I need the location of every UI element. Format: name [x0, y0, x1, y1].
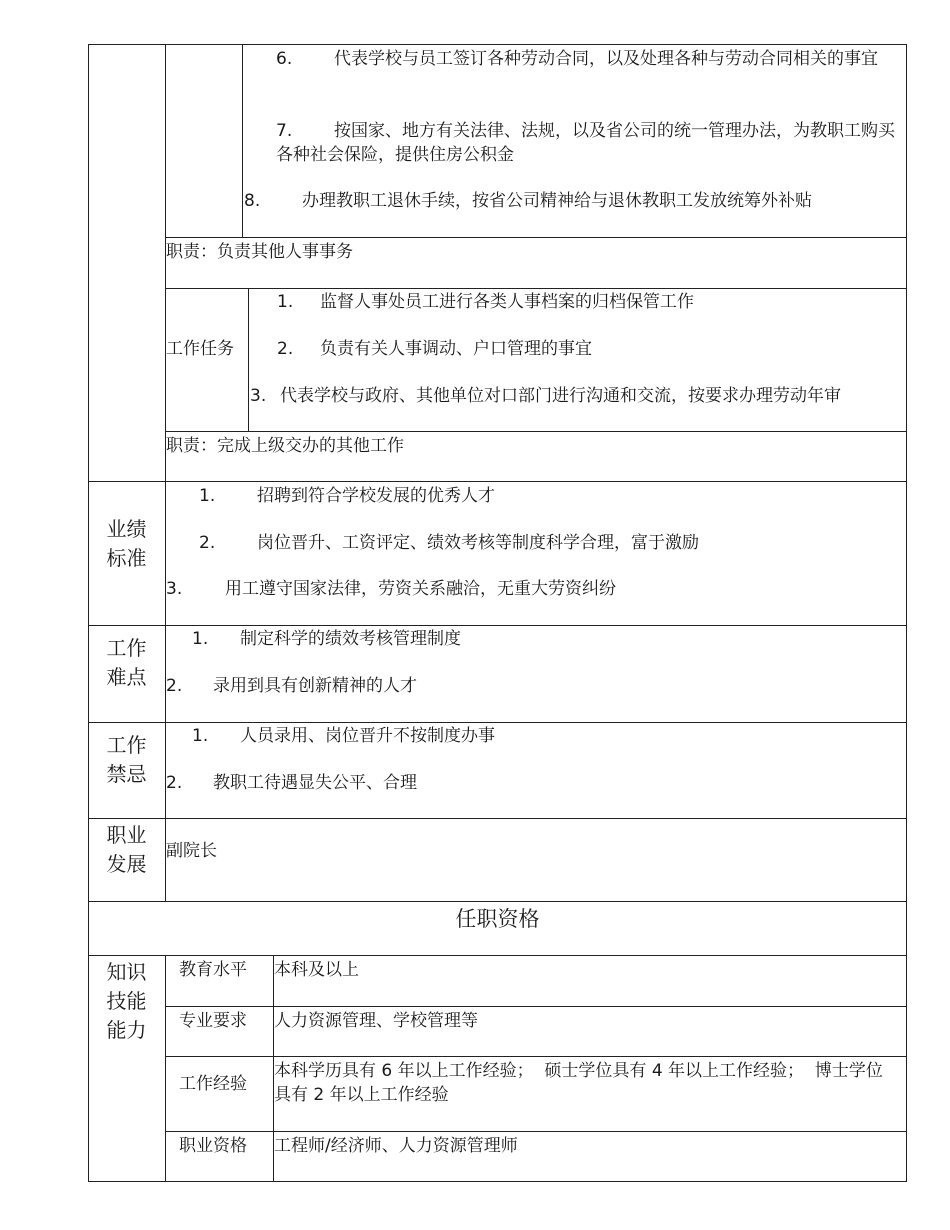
difficulty-text: 录用到具有创新精神的人才 [213, 676, 417, 696]
knowledge-row-value: 人力资源管理、学校管理等 [274, 1011, 478, 1031]
knowledge-row-label: 教育水平 [179, 960, 247, 980]
difficulties-label [88, 634, 165, 692]
difficulty-number: 1. [192, 629, 209, 649]
other-hr-task-number: 2. [277, 339, 294, 359]
taboos-label [88, 731, 165, 789]
knowledge-label-divider [165, 955, 166, 1182]
hr-task-number: 8. [244, 191, 261, 211]
knowledge-row-divider-3 [165, 1131, 907, 1132]
difficulty-number: 2. [166, 676, 183, 696]
performance-text: 岗位晋升、工资评定、绩效考核等制度科学合理，富于激励 [257, 533, 699, 553]
knowledge-row-divider-2 [165, 1056, 907, 1057]
table-bottom-border [88, 1181, 907, 1182]
knowledge-row-label: 职业资格 [179, 1136, 247, 1156]
table-right-border [906, 44, 907, 1182]
difficulties-label-line: 工作 [106, 636, 147, 660]
knowledge-row-value: 本科学历具有 6 年以上工作经验； 硕士学位具有 4 年以上工作经验； 博士学位具有 2 年以上工作经验 [274, 1061, 883, 1105]
task-label-divider-1 [242, 44, 243, 238]
hr-task-number: 6. [276, 49, 293, 69]
hr-task-text [276, 119, 898, 167]
row-divider-qualifications [88, 901, 907, 902]
career-value: 副院长 [166, 841, 217, 861]
knowledge-label-line: 技能 [106, 989, 147, 1013]
taboos-label-line: 禁忌 [106, 762, 147, 786]
performance-number: 2. [199, 533, 216, 553]
row-divider-performance [88, 481, 907, 482]
performance-number: 1. [199, 486, 216, 506]
performance-label [88, 515, 165, 573]
career-label-line: 发展 [106, 852, 147, 876]
knowledge-label-line: 能力 [106, 1018, 147, 1042]
knowledge-row-value: 本科及以上 [274, 960, 359, 980]
knowledge-row-value: 工程师/经济师、人力资源管理师 [274, 1136, 518, 1156]
hr-task-number: 7. [276, 121, 293, 141]
row-divider-knowledge [88, 955, 907, 956]
difficulties-label-line: 难点 [106, 665, 147, 689]
hr-task-text [276, 47, 898, 71]
other-hr-task-text: 负责有关人事调动、户口管理的事宜 [320, 339, 592, 359]
performance-label-line: 业绩 [106, 517, 147, 541]
other-hr-task-number: 3. [250, 386, 267, 406]
performance-label-line: 标准 [106, 546, 147, 570]
other-hr-task-text: 代表学校与政府、其他单位对口部门进行沟通和交流，按要求办理劳动年审 [280, 386, 841, 406]
row-divider-taboos [88, 722, 907, 723]
taboo-number: 1. [192, 726, 209, 746]
career-label [88, 821, 165, 879]
knowledge-row-label: 工作经验 [179, 1074, 247, 1094]
taboo-number: 2. [166, 773, 183, 793]
row-divider-duty-other-work [165, 431, 907, 432]
row-divider-task-2 [165, 288, 907, 289]
knowledge-row-label: 专业要求 [179, 1011, 247, 1031]
duty-other-hr: 职责：负责其他人事事务 [166, 242, 353, 262]
taboos-label-line: 工作 [106, 733, 147, 757]
row-divider-difficulties [88, 625, 907, 626]
row-divider-duty-other [165, 237, 907, 238]
knowledge-label-line: 知识 [106, 960, 147, 984]
hr-task-text-content: 代表学校与员工签订各种劳动合同，以及处理各种与劳动合同相关的事宜 [334, 49, 878, 69]
task-label-divider-2 [248, 288, 249, 432]
hr-task-text-content: 按国家、地方有关法律、法规，以及省公司的统一管理办法，为教职工购买各种社会保险，提供住房公积金 [276, 121, 895, 165]
hr-task-text: 办理教职工退休手续，按省公司精神给与退休教职工发放统筹外补贴 [302, 191, 812, 211]
career-label-line: 职业 [106, 823, 147, 847]
row-divider-career [88, 818, 907, 819]
difficulty-text: 制定科学的绩效考核管理制度 [240, 629, 461, 649]
knowledge-row-divider-1 [165, 1006, 907, 1007]
task-label: 工作任务 [166, 339, 234, 359]
performance-text: 用工遵守国家法律，劳资关系融洽，无重大劳资纠纷 [225, 579, 616, 599]
performance-number: 3. [166, 579, 183, 599]
duty-other-work: 职责：完成上级交办的其他工作 [166, 436, 404, 456]
taboo-text: 教职工待遇显失公平、合理 [213, 773, 417, 793]
knowledge-label [88, 958, 165, 1045]
performance-text: 招聘到符合学校发展的优秀人才 [257, 486, 495, 506]
qualifications-title: 任职资格 [455, 907, 540, 931]
table-top-border [88, 44, 907, 45]
other-hr-task-text: 监督人事处员工进行各类人事档案的归档保管工作 [320, 292, 694, 312]
other-hr-task-number: 1. [277, 292, 294, 312]
taboo-text: 人员录用、岗位晋升不按制度办事 [240, 726, 495, 746]
